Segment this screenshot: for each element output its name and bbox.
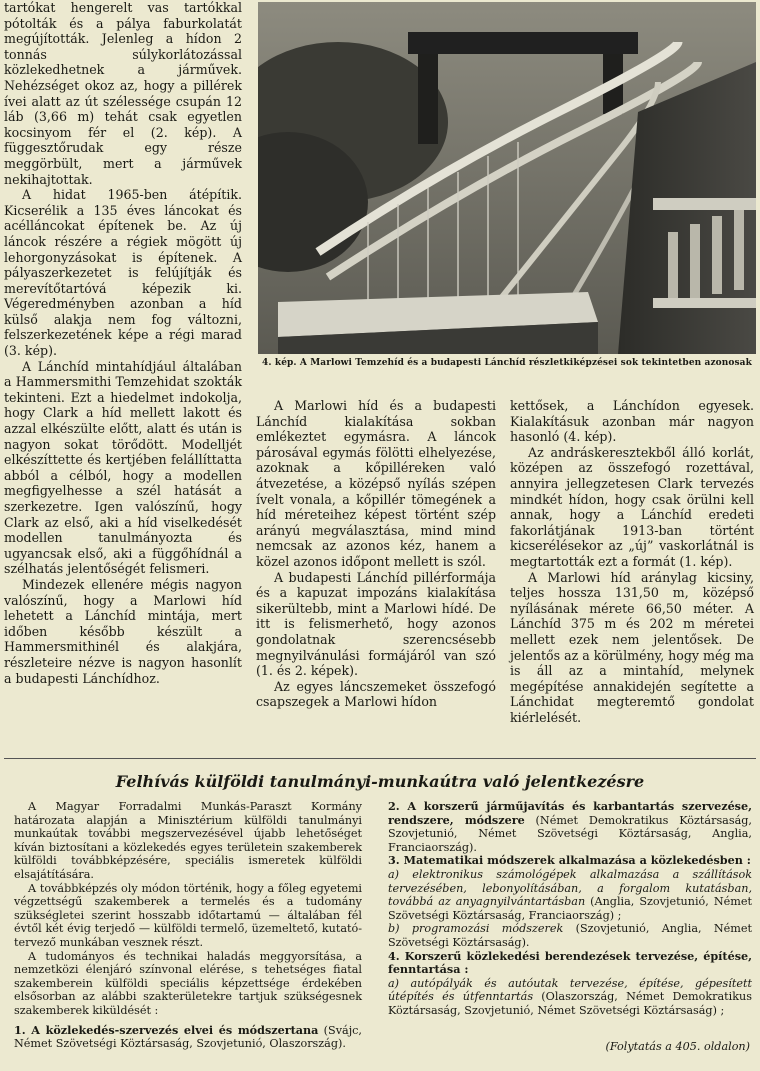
article-paragraph: Mindezek ellenére mégis nagyon valószínű, hogy a Marlowi híd lehetett a Lánchíd mintája, mert időben később készült a Hammersmithinél és alakjára, részleteire nézve is nagyon hasonlít a budapesti Lánchídhoz. bbox=[4, 576, 242, 686]
subitem-italic: a) elektronikus számológépek alkalmazása a szállítások tervezésében, lebonyolításában, a forgalom kutatásban, továbbá az anyagnyilvántartásban bbox=[388, 867, 752, 909]
item-heading: 3. Matematikai módszerek alkalmazása a közlekedésben : bbox=[388, 853, 751, 868]
item-text: (Svájc, Német Szövetségi Köztársaság, Szovjetunió, Olaszország). bbox=[14, 1023, 362, 1051]
subitem-italic: a) autópályák és autóutak tervezése, építése, gépesített útépítés és útfenntartás bbox=[388, 976, 752, 1004]
article-paragraph: A budapesti Lánchíd pillérformája és a kapuzat impozáns kialakítása sikerültebb, mint a Marlowi hídé. De itt is felismerhető, hogy azonos gondolatnak szerencsésebb megnyilvánulási formájáról van szó (1. és 2. képek). bbox=[256, 569, 496, 679]
article-paragraph: A Lánchíd mintahídjául általában a Hammersmithi Temzehidat szokták tekinteni. Ezt a hiedelmet indokolja, hogy Clark a híd mellett lakott és azzal elkészülte előtt, alatt és után is nagyon sokat törődött. Modelljét elkészíttette és kertjében felállíttatta abból a célból, hogy a modellen megfigyelhesse a szél hatását a szerkezetre. Igen valószínű, hogy Clark az első, aki a híd viselkedését modellen tanulmányozta és ugyancsak első, aki a függőhídnál a szélhatás jelentőségét felismeri. bbox=[4, 358, 242, 577]
item-heading: 2. A korszerű járműjavítás és karbantartás szervezése, rendszere, módszere bbox=[388, 799, 752, 827]
photo-caption: 4. kép. A Marlowi Temzehíd és a budapesti Lánchíd részletkiképzései sok tekintetben azonosak bbox=[262, 358, 752, 368]
notice-subitem bbox=[388, 922, 752, 949]
notice-paragraph: A tudományos és technikai haladás meggyorsítása, a nemzetközi élenjáró színvonal elérése, s tehetséges fiatal szakemberein külföldi speciális képzettsége érdekében elsősorban az alábbi szakterületekre tartjuk szükségesnek szakemberek kiküldését : bbox=[14, 949, 362, 1017]
article-paragraph: A hidat 1965-ben átépítik. Kicserélik a 135 éves láncokat és acélláncokat építenek be. Az új láncok részére a régiek mögött új lehorgonyzásokat is építenek. A pályaszerkezetet is felújítják és merevítőtartóvá képezik ki. Végeredményben azonban a híd külső alakja nem fog változni, felszerkezetének képe a régi marad (3. kép). bbox=[4, 187, 242, 359]
notice-paragraph: A Magyar Forradalmi Munkás-Paraszt Kormány határozata alapján a Minisztérium külföldi tanulmányi munkaútak további megszervezésével újabb lehetőséget kíván biztosítani a közlekedés egyes területein szakemberek külföldi továbbképzésére, speciális ismeretek külföldi elsajátítására. bbox=[14, 800, 362, 881]
section-divider bbox=[4, 758, 756, 759]
notice-item-1 bbox=[14, 1024, 362, 1051]
bridge-photo bbox=[258, 2, 756, 354]
subitem-italic: b) programozási módszerek bbox=[388, 922, 564, 936]
article-paragraph: kettősek, a Lánchídon egyesek. Kialakításuk azonban már nagyon hasonló (4. kép). bbox=[510, 398, 754, 445]
notice-subitem bbox=[388, 868, 752, 922]
subitem-text: (Anglia, Szovjetunió, Német Szövetségi Köztársaság, Franciaország) ; bbox=[388, 895, 752, 922]
article-right-column bbox=[510, 398, 754, 725]
item-text: (Német Demokratikus Köztársaság, Szovjetunió, Német Szövetségi Köztársaság, Anglia, Franciaország). bbox=[388, 813, 752, 854]
subitem-text: (Olaszország, Német Demokratikus Köztársaság, Szovjetunió, Német Szövetségi Köztársaság) ; bbox=[388, 990, 752, 1017]
article-paragraph: Az egyes láncszemeket összefogó csapszegek a Marlowi hídon bbox=[256, 678, 496, 710]
notice-item-2 bbox=[388, 800, 752, 854]
article-paragraph: Az andráskeresztekből álló korlát, középen az összefogó rozettával, annyira jellegzetesen Clark tervezés mindkét hídon, hogy csak örülni kell annak, hogy a Lánchíd eredeti fakorlátjának 1913-ban történt kicserélésekor az „új” vaskorlátnál is megtartották ezt a formát (1. kép). bbox=[510, 444, 754, 569]
item-heading: 4. Korszerű közlekedési berendezések tervezése, építése, fenntartása : bbox=[388, 948, 752, 977]
article-middle-column bbox=[256, 398, 496, 710]
article-left-column bbox=[4, 0, 242, 686]
article-paragraph: A Marlowi híd aránylag kicsiny, teljes hossza 131,50 m, középső nyílásának mérete 66,50 méter. A Lánchíd 375 m és 202 m méretei mellett ezek nem jelentősek. De jelentős az a körülmény, hogy még ma is áll az a mintahíd, melynek megépítése annakidején segítette a Lánchidat megteremtő gondolat kiérlelését. bbox=[510, 569, 754, 725]
notice-paragraph: A továbbképzés oly módon történik, hogy a főleg egyetemi végzettségű szakemberek a termelés és a tudomány szükségletei szerint hosszabb időtartamú — általában fél évtől két évig terjedő — külföldi termelő, üzemeltető, kutató-tervező munkában vesznek részt. bbox=[14, 881, 362, 949]
article-paragraph: tartókat hengerelt vas tartókkal pótolták és a pálya faburkolatát megújították. Jelenleg a hídon 2 tonnás súlykorlátozással közlekedhetnek a járművek. Nehézséget okoz az, hogy a pillérek ívei alatt az út szélessége csupán 12 láb (3,66 m) tehát csak egyetlen kocsinyom fér el (2. kép). A függesztőrudak egy része meggörbült, mert a járművek nekihajtottak. bbox=[4, 0, 242, 187]
article-paragraph: A Marlowi híd és a budapesti Lánchíd kialakítása sokban emlékeztet egymásra. A láncok párosával egymás fölötti elhelyezése, azoknak a kőpilléreken való átvezetése, a középső nyílás szépen ívelt vonala, a kőpillér tömegének a híd méreteihez képest történt szép arányú megválasztása, mind mind nemcsak az azonos kéz, hanem a közel azonos időpont mellett is szól. bbox=[256, 398, 496, 569]
notice-subitem bbox=[388, 977, 752, 1018]
subitem-text: (Szovjetunió, Anglia, Német Szövetségi Köztársaság). bbox=[388, 922, 752, 949]
item-heading: 1. A közlekedés-szervezés elvei és módszertana bbox=[14, 1022, 319, 1037]
notice-title: Felhívás külföldi tanulmányi-munkaútra való jelentkezésre bbox=[115, 772, 645, 791]
notice-left-column bbox=[14, 800, 362, 1051]
continued-reference: (Folytatás a 405. oldalon) bbox=[605, 1040, 750, 1053]
notice-right-column bbox=[388, 800, 752, 1018]
